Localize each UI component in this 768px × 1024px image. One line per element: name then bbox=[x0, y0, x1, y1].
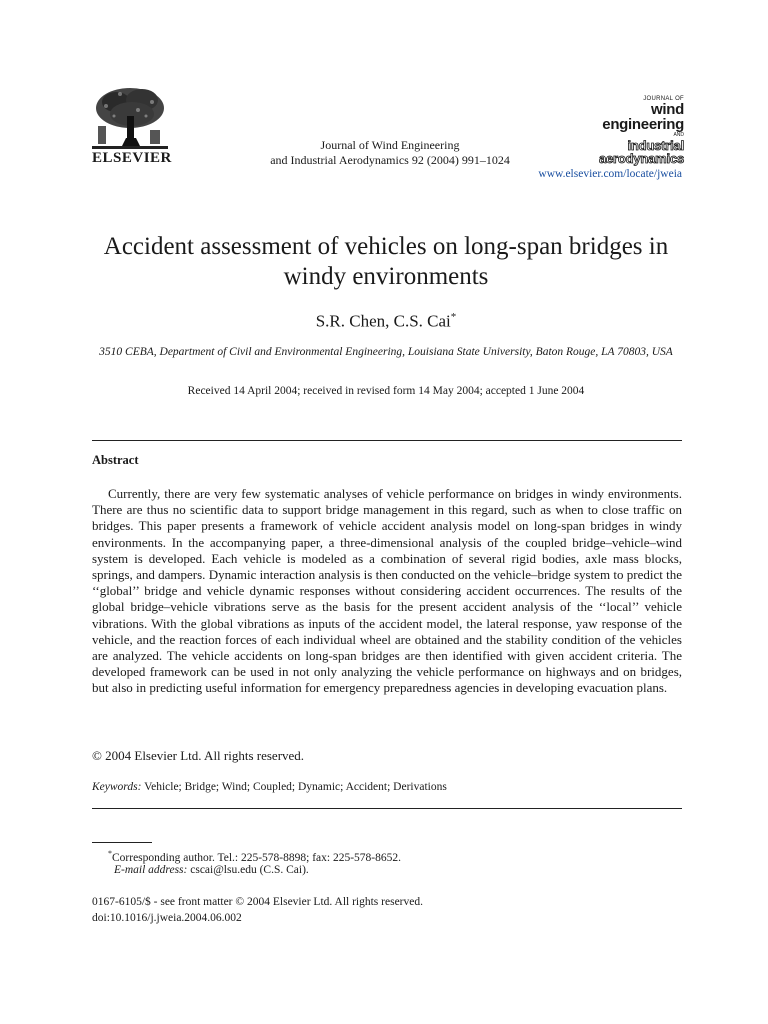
journal-url-link[interactable]: www.elsevier.com/locate/jweia bbox=[538, 168, 682, 180]
abstract-copyright: © 2004 Elsevier Ltd. All rights reserved. bbox=[92, 748, 305, 763]
journal-logo-line3: aerodynamics bbox=[598, 151, 684, 166]
abstract-body bbox=[92, 486, 682, 697]
email-label: E-mail address: bbox=[114, 864, 188, 876]
journal-logo-top: JOURNAL OF bbox=[643, 96, 684, 102]
author-affiliation: 3510 CEBA, Department of Civil and Environmental Engineering, Louisiana State University, Baton Rouge, LA 70803, USA bbox=[99, 346, 673, 358]
footnote-mark: * bbox=[108, 849, 112, 858]
divider-top bbox=[92, 440, 682, 441]
email-address[interactable]: cscai@lsu.edu (C.S. Cai). bbox=[190, 864, 309, 876]
footnote-corresponding bbox=[92, 849, 401, 864]
footnote-text: Corresponding author. Tel.: 225-578-8898; fax: 225-578-8652. bbox=[112, 851, 401, 864]
keywords-label: Keywords: bbox=[92, 781, 142, 793]
keywords-list: Vehicle; Bridge; Wind; Coupled; Dynamic; Accident; Derivations bbox=[144, 781, 447, 793]
article-title: Accident assessment of vehicles on long-span bridges in windy environments bbox=[103, 233, 669, 290]
journal-logo-and: AND bbox=[673, 132, 684, 138]
keywords bbox=[92, 781, 447, 793]
issn-line: 0167-6105/$ - see front matter © 2004 Elsevier Ltd. All rights reserved. bbox=[92, 896, 423, 908]
footnote-rule bbox=[92, 842, 152, 843]
abstract-heading: Abstract bbox=[92, 453, 139, 467]
received-dates: Received 14 April 2004; received in revised form 14 May 2004; accepted 1 June 2004 bbox=[187, 385, 585, 397]
journal-logo-line2: industrial bbox=[627, 138, 684, 153]
abstract-text: Currently, there are very few systematic analyses of vehicle performance on bridges in windy environments. There are thus no scientific data to support bridge management in this regard, such as when to close traffic on bridges. This paper presents a framework of vehicle accident analysis model on long-span bridges in windy environments. In the accompanying paper, a three-dimensional analysis of the coupled bridge–vehicle–wind system is developed. Each vehicle is modeled as a combination of several rigid bodies, axle mass blocks, springs, and dampers. Dynamic interaction analysis is then conducted on the vehicle–bridge system to predict the ‘‘global’’ bridge and vehicle dynamic responses without considering accident occurrences. The results of the global bridge–vehicle vibrations serve as the basis for the present accident analysis of the ‘‘local’’ vehicle vibrations. With the global vibrations as inputs of the accident model, the lateral response, yaw response of the vehicle, and the reaction forces of each individual wheel are obtained and the stability condition of the vehicles are analyzed. The vehicle accidents on long-span bridges are then identified with given accident criteria. The developed framework can be used in not only analyzing the vehicle performance on highways and on bridges, but also in predicting useful information for emergency preparedness agencies in developing evacuation plans. bbox=[92, 486, 682, 696]
journal-citation: and Industrial Aerodynamics 92 (2004) 991–1024 bbox=[270, 153, 510, 167]
article-authors bbox=[90, 311, 682, 332]
doi-line[interactable]: doi:10.1016/j.jweia.2004.06.002 bbox=[92, 912, 242, 924]
publisher-name: ELSEVIER bbox=[92, 150, 172, 166]
divider-bottom bbox=[92, 808, 682, 809]
corresponding-author-mark: * bbox=[450, 311, 457, 323]
journal-logo bbox=[572, 96, 684, 165]
author-names: S.R. Chen, C.S. Cai bbox=[315, 311, 451, 331]
journal-name: Journal of Wind Engineering bbox=[320, 138, 460, 152]
footnote-email bbox=[92, 864, 309, 876]
journal-logo-line1: wind engineering bbox=[602, 101, 684, 133]
